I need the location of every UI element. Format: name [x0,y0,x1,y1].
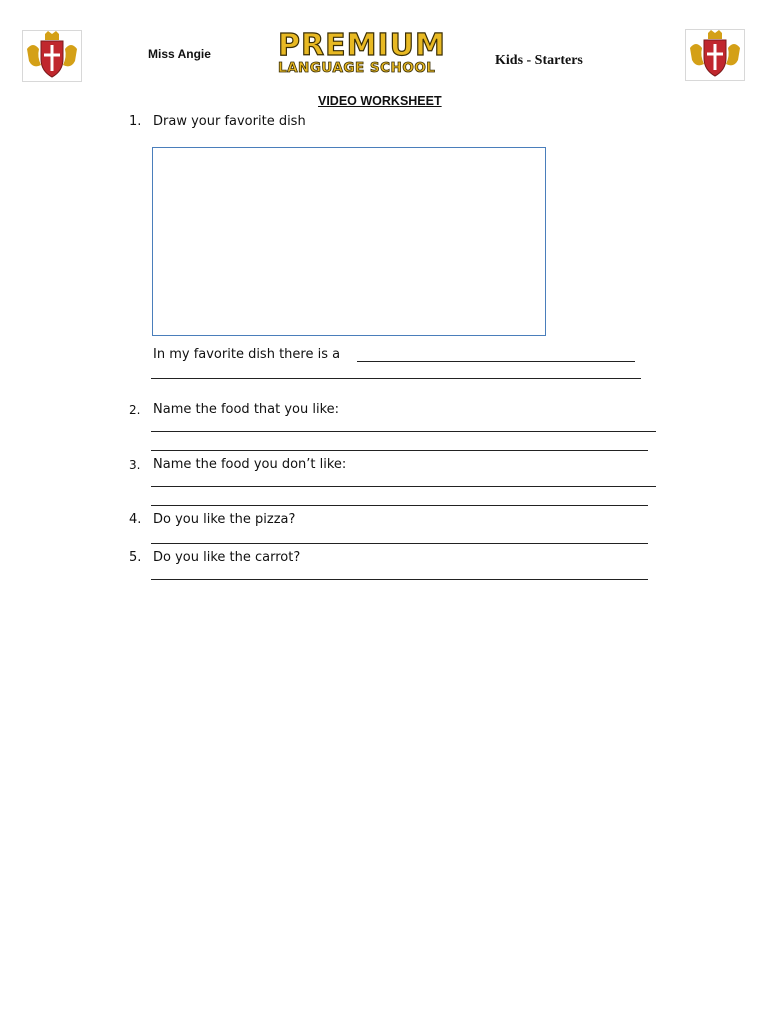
answer-line[interactable] [357,361,635,362]
answer-line[interactable] [151,378,641,379]
answer-line[interactable] [151,579,648,580]
worksheet-title: VIDEO WORKSHEET [318,94,442,108]
answer-line[interactable] [151,486,656,487]
answer-line[interactable] [151,543,648,544]
teacher-name: Miss Angie [148,47,211,61]
drawing-box[interactable] [152,147,546,336]
answer-line[interactable] [151,450,648,451]
sentence-prompt: In my favorite dish there is a [153,347,341,362]
question-text: Do you like the pizza? [153,512,296,527]
school-logo-title: PREMIUM [278,28,446,63]
question-number: 5. [129,550,142,565]
course-level: Kids - Starters [495,53,583,68]
question-text: Draw your favorite dish [153,114,306,129]
question-number: 1. [129,114,142,129]
crest-logo-left [22,30,82,82]
question-text: Do you like the carrot? [153,550,301,565]
answer-line[interactable] [151,431,656,432]
question-number: 3. [129,458,141,472]
school-logo-subtitle: LANGUAGE SCHOOL [278,60,436,76]
question-text: Name the food you don’t like: [153,457,347,472]
question-text: Name the food that you like: [153,402,340,417]
answer-line[interactable] [151,505,648,506]
crest-logo-right [685,29,745,81]
question-number: 4. [129,512,142,527]
question-number: 2. [129,403,141,417]
